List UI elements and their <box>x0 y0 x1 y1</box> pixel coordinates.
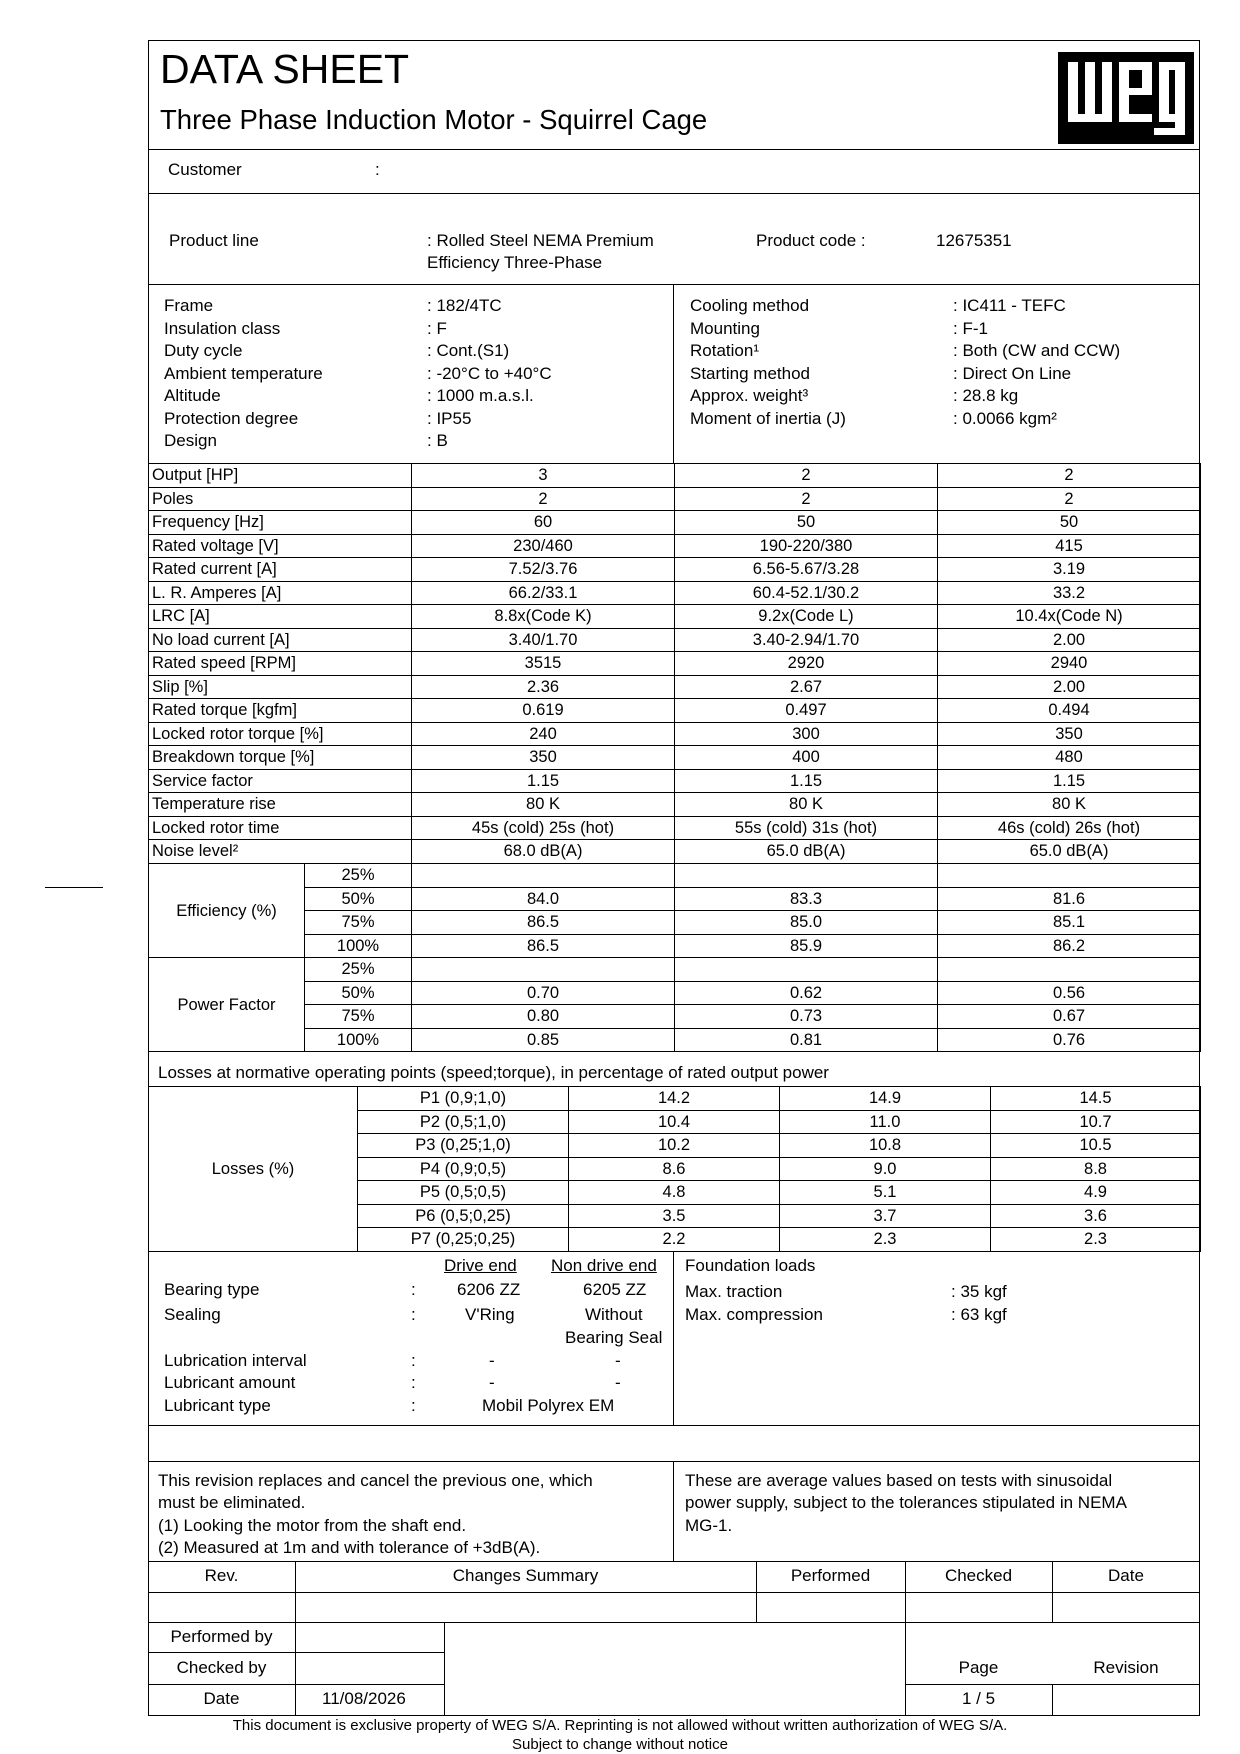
page-number: 1 / 5 <box>961 1689 996 1708</box>
max-traction-value: : 35 kgf <box>951 1282 1007 1301</box>
rating-value: 400 <box>675 746 938 770</box>
operating-point: P7 (0,25;0,25) <box>358 1228 569 1252</box>
page-title: DATA SHEET <box>160 46 410 92</box>
ratings-table <box>148 463 1201 864</box>
rating-value: 10.4x(Code N) <box>938 605 1201 629</box>
rating-value: 80 K <box>412 793 675 817</box>
margin-mark <box>45 887 103 888</box>
rating-value: 60.4-52.1/30.2 <box>675 581 938 605</box>
rating-label: Breakdown torque [%] <box>149 746 412 770</box>
rating-label: Frequency [Hz] <box>149 511 412 535</box>
table-cell: 4.8 <box>569 1181 780 1205</box>
spec-value: : 0.0066 kgm² <box>953 408 1057 428</box>
table-cell: 85.1 <box>938 911 1201 935</box>
note-line: (1) Looking the motor from the shaft end. <box>158 1516 467 1535</box>
drive-end-header: Drive end <box>444 1256 517 1275</box>
table-cell: 86.5 <box>412 934 675 958</box>
checked-header: Checked <box>944 1566 1013 1585</box>
rating-label: Rated current [A] <box>149 558 412 582</box>
rating-label: Rated torque [kgfm] <box>149 699 412 723</box>
spec-value: : B <box>427 431 448 450</box>
rating-label: Output [HP] <box>149 464 412 488</box>
table-cell: 14.5 <box>991 1087 1201 1111</box>
rating-value: 8.8x(Code K) <box>412 605 675 629</box>
spec-label: Altitude <box>164 386 221 405</box>
spec-label: Moment of inertia (J) <box>690 408 846 428</box>
lubricant-amount-separator: : <box>411 1373 416 1392</box>
product-code-label: Product code : <box>756 231 866 250</box>
table-cell: 84.0 <box>412 887 675 911</box>
efficiency-powerfactor-table <box>148 863 1201 1052</box>
table-cell: 11.0 <box>780 1110 991 1134</box>
rating-value: 3.40-2.94/1.70 <box>675 628 938 652</box>
date-label: Date <box>203 1689 240 1708</box>
operating-point: P2 (0,5;1,0) <box>358 1110 569 1134</box>
customer-separator: : <box>375 160 380 179</box>
spec-value: : Cont.(S1) <box>427 341 510 360</box>
bearing-type-non-drive-end: 6205 ZZ <box>583 1280 647 1299</box>
page-label: Page <box>958 1658 999 1677</box>
table-cell: 8.8 <box>991 1157 1201 1181</box>
losses-label: Losses (%) <box>149 1087 358 1252</box>
rating-label: Noise level² <box>149 840 412 864</box>
date-header: Date <box>1108 1566 1144 1585</box>
load-percent: 50% <box>305 887 412 911</box>
rating-value: 2.67 <box>675 675 938 699</box>
customer-label: Customer <box>168 160 242 179</box>
table-row <box>149 864 1201 888</box>
rating-value: 2.36 <box>412 675 675 699</box>
lubricant-amount-drive-end: - <box>489 1373 495 1392</box>
sealing-separator: : <box>411 1305 416 1324</box>
max-compression-label: Max. compression <box>685 1305 823 1324</box>
divider <box>148 1592 1200 1593</box>
table-cell: 0.62 <box>675 981 938 1005</box>
rating-label: Service factor <box>149 769 412 793</box>
rating-value: 2 <box>675 487 938 511</box>
losses-table <box>148 1086 1201 1252</box>
table-row <box>149 958 1201 982</box>
operating-point: P6 (0,5;0,25) <box>358 1204 569 1228</box>
rating-value: 1.15 <box>938 769 1201 793</box>
table-row <box>149 1028 1201 1052</box>
rating-value: 2 <box>938 464 1201 488</box>
table-cell: 0.85 <box>412 1028 675 1052</box>
rating-value: 240 <box>412 722 675 746</box>
table-row <box>149 675 1201 699</box>
rating-value: 50 <box>675 511 938 535</box>
lubricant-amount-non-drive-end: - <box>615 1373 621 1392</box>
rating-value: 66.2/33.1 <box>412 581 675 605</box>
table-cell <box>938 958 1201 982</box>
table-cell: 3.5 <box>569 1204 780 1228</box>
table-cell: 10.2 <box>569 1134 780 1158</box>
load-percent: 75% <box>305 911 412 935</box>
divider <box>444 1622 445 1716</box>
rating-value: 0.619 <box>412 699 675 723</box>
table-row <box>149 840 1201 864</box>
performed-header: Performed <box>790 1566 871 1585</box>
lubrication-interval-non-drive-end: - <box>615 1351 621 1370</box>
divider <box>148 193 1200 194</box>
foundation-loads-title: Foundation loads <box>685 1256 816 1275</box>
table-row <box>149 769 1201 793</box>
table-row <box>149 816 1201 840</box>
spec-value: : -20°C to +40°C <box>427 363 552 383</box>
note-line: (2) Measured at 1m and with tolerance of +3dB(A). <box>158 1538 541 1557</box>
table-cell <box>412 958 675 982</box>
lubrication-interval-separator: : <box>411 1351 416 1370</box>
divider <box>148 1561 1200 1562</box>
rating-value: 7.52/3.76 <box>412 558 675 582</box>
rating-value: 0.497 <box>675 699 938 723</box>
spec-value: : Direct On Line <box>953 363 1072 383</box>
note-line: This revision replaces and cancel the previous one, which <box>158 1471 593 1490</box>
table-row <box>149 605 1201 629</box>
table-cell: 2.2 <box>569 1228 780 1252</box>
operating-point: P1 (0,9;1,0) <box>358 1087 569 1111</box>
spec-label: Duty cycle <box>164 341 243 360</box>
rating-label: LRC [A] <box>149 605 412 629</box>
table-cell: 0.56 <box>938 981 1201 1005</box>
efficiency-label: Efficiency (%) <box>149 864 305 958</box>
table-row <box>149 628 1201 652</box>
changes-summary-header: Changes Summary <box>452 1566 599 1585</box>
performed-by-label: Performed by <box>170 1627 273 1646</box>
rating-value: 2.00 <box>938 675 1201 699</box>
rating-value: 300 <box>675 722 938 746</box>
divider <box>148 1652 444 1653</box>
losses-caption: Losses at normative operating points (speed;torque), in percentage of rated output power <box>158 1063 829 1082</box>
bearing-type-drive-end: 6206 ZZ <box>457 1280 521 1299</box>
table-cell: 85.9 <box>675 934 938 958</box>
checked-by-label: Checked by <box>176 1658 267 1677</box>
rating-label: Rated voltage [V] <box>149 534 412 558</box>
rating-value: 2920 <box>675 652 938 676</box>
spec-value: : IP55 <box>427 408 472 428</box>
table-row <box>149 981 1201 1005</box>
table-row <box>149 464 1201 488</box>
rev-header: Rev. <box>204 1566 239 1585</box>
rating-value: 3515 <box>412 652 675 676</box>
table-cell: 3.7 <box>780 1204 991 1228</box>
rating-value: 68.0 dB(A) <box>412 840 675 864</box>
rating-label: Rated speed [RPM] <box>149 652 412 676</box>
lubrication-interval-drive-end: - <box>489 1351 495 1370</box>
lubrication-interval-label: Lubrication interval <box>164 1351 307 1370</box>
spec-label: Frame <box>164 296 214 315</box>
product-line-value-cont: Efficiency Three-Phase <box>427 253 603 272</box>
table-row <box>149 934 1201 958</box>
rating-value: 80 K <box>675 793 938 817</box>
spec-value: : F <box>427 318 447 338</box>
table-row <box>149 581 1201 605</box>
weg-logo-icon <box>1058 52 1194 144</box>
note-line: MG-1. <box>685 1516 733 1535</box>
product-code-value: 12675351 <box>936 231 1012 250</box>
table-cell: 10.4 <box>569 1110 780 1134</box>
spec-value: : Both (CW and CCW) <box>953 341 1121 360</box>
spec-value: : 182/4TC <box>427 296 502 315</box>
rating-value: 2 <box>675 464 938 488</box>
rating-value: 350 <box>938 722 1201 746</box>
max-traction-label: Max. traction <box>685 1282 783 1301</box>
spec-value: : F-1 <box>953 318 988 338</box>
rating-value: 45s (cold) 25s (hot) <box>412 816 675 840</box>
rating-label: No load current [A] <box>149 628 412 652</box>
product-line-value: : Rolled Steel NEMA Premium <box>427 231 654 250</box>
spec-label: Protection degree <box>164 408 299 428</box>
table-cell: 0.76 <box>938 1028 1201 1052</box>
divider <box>295 1622 296 1716</box>
table-row <box>149 652 1201 676</box>
date-value: 11/08/2026 <box>322 1689 406 1708</box>
table-row <box>149 746 1201 770</box>
spec-label: Ambient temperature <box>164 363 323 383</box>
rating-value: 65.0 dB(A) <box>675 840 938 864</box>
table-row <box>149 1087 1201 1111</box>
lubricant-type-label: Lubricant type <box>164 1396 271 1415</box>
spec-label: Insulation class <box>164 318 281 338</box>
divider <box>673 284 674 464</box>
spec-label: Rotation¹ <box>690 341 759 360</box>
table-cell: 10.5 <box>991 1134 1201 1158</box>
table-cell: 0.80 <box>412 1005 675 1029</box>
table-cell: 0.81 <box>675 1028 938 1052</box>
spec-value: : 1000 m.a.s.l. <box>427 386 534 405</box>
spec-value: : IC411 - TEFC <box>953 296 1066 315</box>
table-cell <box>412 864 675 888</box>
sealing-drive-end: V'Ring <box>465 1305 515 1324</box>
rating-value: 1.15 <box>675 769 938 793</box>
table-cell: 9.0 <box>780 1157 991 1181</box>
table-cell: 0.70 <box>412 981 675 1005</box>
rating-value: 190-220/380 <box>675 534 938 558</box>
load-percent: 25% <box>305 958 412 982</box>
power-factor-label: Power Factor <box>149 958 305 1052</box>
divider <box>148 1684 444 1685</box>
table-row <box>149 793 1201 817</box>
rating-label: Slip [%] <box>149 675 412 699</box>
rating-value: 65.0 dB(A) <box>938 840 1201 864</box>
footer-copyright: This document is exclusive property of WEG S/A. Reprinting is not allowed without written authorization of WEG S/A. <box>232 1717 1008 1734</box>
sealing-label: Sealing <box>164 1305 221 1324</box>
spec-label: Mounting <box>690 318 760 338</box>
table-row <box>149 558 1201 582</box>
rating-value: 480 <box>938 746 1201 770</box>
rating-value: 3.40/1.70 <box>412 628 675 652</box>
spec-label: Approx. weight³ <box>690 386 809 405</box>
product-line-label: Product line <box>169 231 259 250</box>
divider <box>148 1622 1200 1623</box>
rating-value: 3.19 <box>938 558 1201 582</box>
operating-point: P4 (0,9;0,5) <box>358 1157 569 1181</box>
table-cell: 86.5 <box>412 911 675 935</box>
table-cell: 0.73 <box>675 1005 938 1029</box>
divider <box>1052 1684 1053 1716</box>
rating-value: 230/460 <box>412 534 675 558</box>
note-line: must be eliminated. <box>158 1493 306 1512</box>
table-cell: 3.6 <box>991 1204 1201 1228</box>
lubricant-amount-label: Lubricant amount <box>164 1373 296 1392</box>
table-cell <box>938 864 1201 888</box>
revision-label: Revision <box>1093 1658 1159 1677</box>
divider <box>673 1251 674 1425</box>
table-cell: 8.6 <box>569 1157 780 1181</box>
lubricant-type-value: Mobil Polyrex EM <box>482 1396 615 1415</box>
spec-label: Cooling method <box>690 296 810 315</box>
rating-label: Poles <box>149 487 412 511</box>
footer-notice: Subject to change without notice <box>512 1736 728 1753</box>
table-cell: 86.2 <box>938 934 1201 958</box>
divider <box>148 1425 1200 1426</box>
note-line: These are average values based on tests with sinusoidal <box>685 1471 1113 1490</box>
table-row <box>149 887 1201 911</box>
divider <box>673 1461 674 1561</box>
spec-label: Starting method <box>690 363 811 383</box>
table-row <box>149 1005 1201 1029</box>
rating-value: 60 <box>412 511 675 535</box>
divider <box>148 1251 1200 1252</box>
rating-value: 415 <box>938 534 1201 558</box>
table-row <box>149 487 1201 511</box>
note-line: power supply, subject to the tolerances stipulated in NEMA <box>685 1493 1127 1512</box>
table-cell <box>675 958 938 982</box>
rating-value: 46s (cold) 26s (hot) <box>938 816 1201 840</box>
rating-value: 50 <box>938 511 1201 535</box>
non-drive-end-header: Non drive end <box>551 1256 657 1275</box>
sealing-non-drive-end: Without <box>585 1305 643 1324</box>
bearing-type-label: Bearing type <box>164 1280 260 1299</box>
table-cell: 2.3 <box>991 1228 1201 1252</box>
spec-value: : 28.8 kg <box>953 386 1019 405</box>
table-cell: 85.0 <box>675 911 938 935</box>
rating-value: 55s (cold) 31s (hot) <box>675 816 938 840</box>
load-percent: 75% <box>305 1005 412 1029</box>
rating-label: Temperature rise <box>149 793 412 817</box>
rating-value: 350 <box>412 746 675 770</box>
rating-value: 80 K <box>938 793 1201 817</box>
divider <box>148 1461 1200 1462</box>
table-row <box>149 511 1201 535</box>
table-row <box>149 699 1201 723</box>
rating-value: 2940 <box>938 652 1201 676</box>
load-percent: 50% <box>305 981 412 1005</box>
table-cell: 83.3 <box>675 887 938 911</box>
rating-value: 9.2x(Code L) <box>675 605 938 629</box>
rating-value: 1.15 <box>412 769 675 793</box>
rating-label: L. R. Amperes [A] <box>149 581 412 605</box>
table-cell: 14.2 <box>569 1087 780 1111</box>
rating-value: 33.2 <box>938 581 1201 605</box>
page-subtitle: Three Phase Induction Motor - Squirrel Cage <box>160 104 708 135</box>
bearing-type-separator: : <box>411 1280 416 1299</box>
table-cell: 2.3 <box>780 1228 991 1252</box>
table-cell: 5.1 <box>780 1181 991 1205</box>
table-cell: 81.6 <box>938 887 1201 911</box>
lubricant-type-separator: : <box>411 1396 416 1415</box>
divider <box>148 284 1200 285</box>
load-percent: 100% <box>305 1028 412 1052</box>
table-cell <box>675 864 938 888</box>
rating-value: 2 <box>412 487 675 511</box>
table-cell: 4.9 <box>991 1181 1201 1205</box>
table-row <box>149 722 1201 746</box>
rating-value: 6.56-5.67/3.28 <box>675 558 938 582</box>
table-cell: 0.67 <box>938 1005 1201 1029</box>
table-cell: 14.9 <box>780 1087 991 1111</box>
operating-point: P5 (0,5;0,5) <box>358 1181 569 1205</box>
rating-value: 2.00 <box>938 628 1201 652</box>
rating-label: Locked rotor time <box>149 816 412 840</box>
rating-value: 0.494 <box>938 699 1201 723</box>
divider <box>148 149 1200 150</box>
max-compression-value: : 63 kgf <box>951 1305 1007 1324</box>
rating-label: Locked rotor torque [%] <box>149 722 412 746</box>
rating-value: 3 <box>412 464 675 488</box>
sealing-non-drive-end-cont: Bearing Seal <box>565 1328 663 1347</box>
operating-point: P3 (0,25;1,0) <box>358 1134 569 1158</box>
load-percent: 25% <box>305 864 412 888</box>
rating-value: 2 <box>938 487 1201 511</box>
spec-label: Design <box>164 431 217 450</box>
table-row <box>149 534 1201 558</box>
load-percent: 100% <box>305 934 412 958</box>
table-cell: 10.8 <box>780 1134 991 1158</box>
table-row <box>149 911 1201 935</box>
table-cell: 10.7 <box>991 1110 1201 1134</box>
